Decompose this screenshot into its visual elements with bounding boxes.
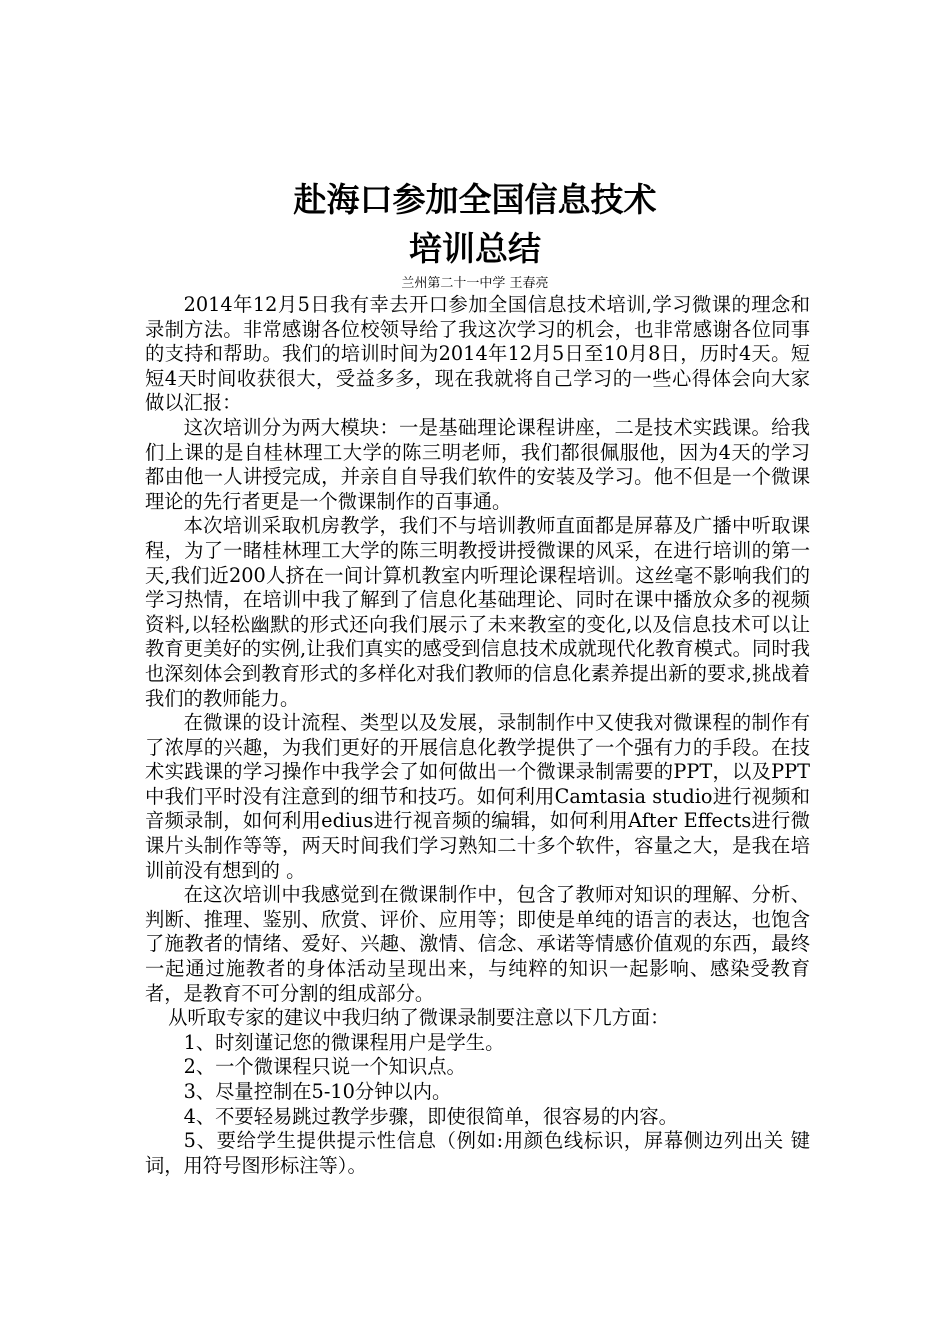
document-title-line-2: 培训总结	[409, 229, 541, 268]
paragraph: 本次培训采取机房教学，我们不与培训教师直面都是屏幕及广播中听取课程，为了一睹桂林理工大学的陈三明教授讲授微课的风采，在进行培训的第一天,我们近200人挤在一间计算机教室内听理论课程培训。这丝毫不影响我们的学习热情，在培训中我了解到了信息化基础理论、同时在课中播放众多的视频资料,以轻松幽默的形式还向我们展示了未来教室的变化,以及信息技术可以让教育更美好的实例,让我们真实的感受到信息技术成就现代化教育模式。同时我也深刻体会到教育形式的多样化对我们教师的信息化素养提出新的要求,挑战着我们的教师能力。	[145, 514, 810, 710]
document-title-line-1: 赴海口参加全国信息技术	[293, 180, 657, 219]
list-item: 1、时刻谨记您的微课程用户是学生。	[183, 1030, 505, 1054]
author-line: 兰州第二十一中学 王春亮	[401, 276, 549, 291]
paragraph: 2014年12月5日我有幸去开口参加全国信息技术培训,学习微课的理念和录制方法。非常感谢各位校领导给了我这次学习的机会，也非常感谢各位同事的支持和帮助。我们的培训时间为2014年12月5日至10月8日，历时4天。短短4天时间收获很大，受益多多，现在我就将自己学习的一些心得体会向大家做以汇报：	[145, 293, 810, 415]
paragraph: 从听取专家的建议中我归纳了微课录制要注意以下几方面：	[168, 1006, 670, 1030]
list-item: 3、尽量控制在5-10分钟以内。	[183, 1080, 452, 1103]
list-item: 2、一个微课程只说一个知识点。	[183, 1055, 466, 1079]
paragraph: 在微课的设计流程、类型以及发展，录制制作中又使我对微课程的制作有了浓厚的兴趣，为我们更好的开展信息化教学提供了一个强有力的手段。在技术实践课的学习操作中我学会了如何做出一个微课录制需要的PPT，以及PPT中我们平时没有注意到的细节和技巧。如何利用Camtasia studio进行视频和音频录制，如何利用edius进行视音频的编辑，如何利用After Effects进行微课片头制作等等，两天时间我们学习熟知二十多个软件，容量之大，是我在培训前没有想到的 。	[145, 711, 810, 882]
document-body	[145, 293, 810, 1178]
paragraph: 这次培训分为两大模块：一是基础理论课程讲座，二是技术实践课。给我们上课的是自桂林理工大学的陈三明老师，我们都很佩服他，因为4天的学习都由他一人讲授完成，并亲自自导我们软件的安装及学习。他不但是一个微课理论的先行者更是一个微课制作的百事通。	[145, 415, 810, 513]
list-item: 5、要给学生提供提示性信息（例如:用颜色线标识，屏幕侧边列出关 键词，用符号图形标注等）。	[145, 1129, 810, 1177]
list-item: 4、不要轻易跳过教学步骤，即使很简单，很容易的内容。	[183, 1104, 678, 1128]
paragraph: 在这次培训中我感觉到在微课制作中，包含了教师对知识的理解、分析、判断、推理、鉴别、欣赏、评价、应用等；即使是单纯的语言的表达，也饱含了施教者的情绪、爱好、兴趣、激情、信念、承诺等情感价值观的东西，最终一起通过施教者的身体活动呈现出来，与纯粹的知识一起影响、感染受教育者，是教育不可分割的组成部分。	[145, 883, 810, 1005]
